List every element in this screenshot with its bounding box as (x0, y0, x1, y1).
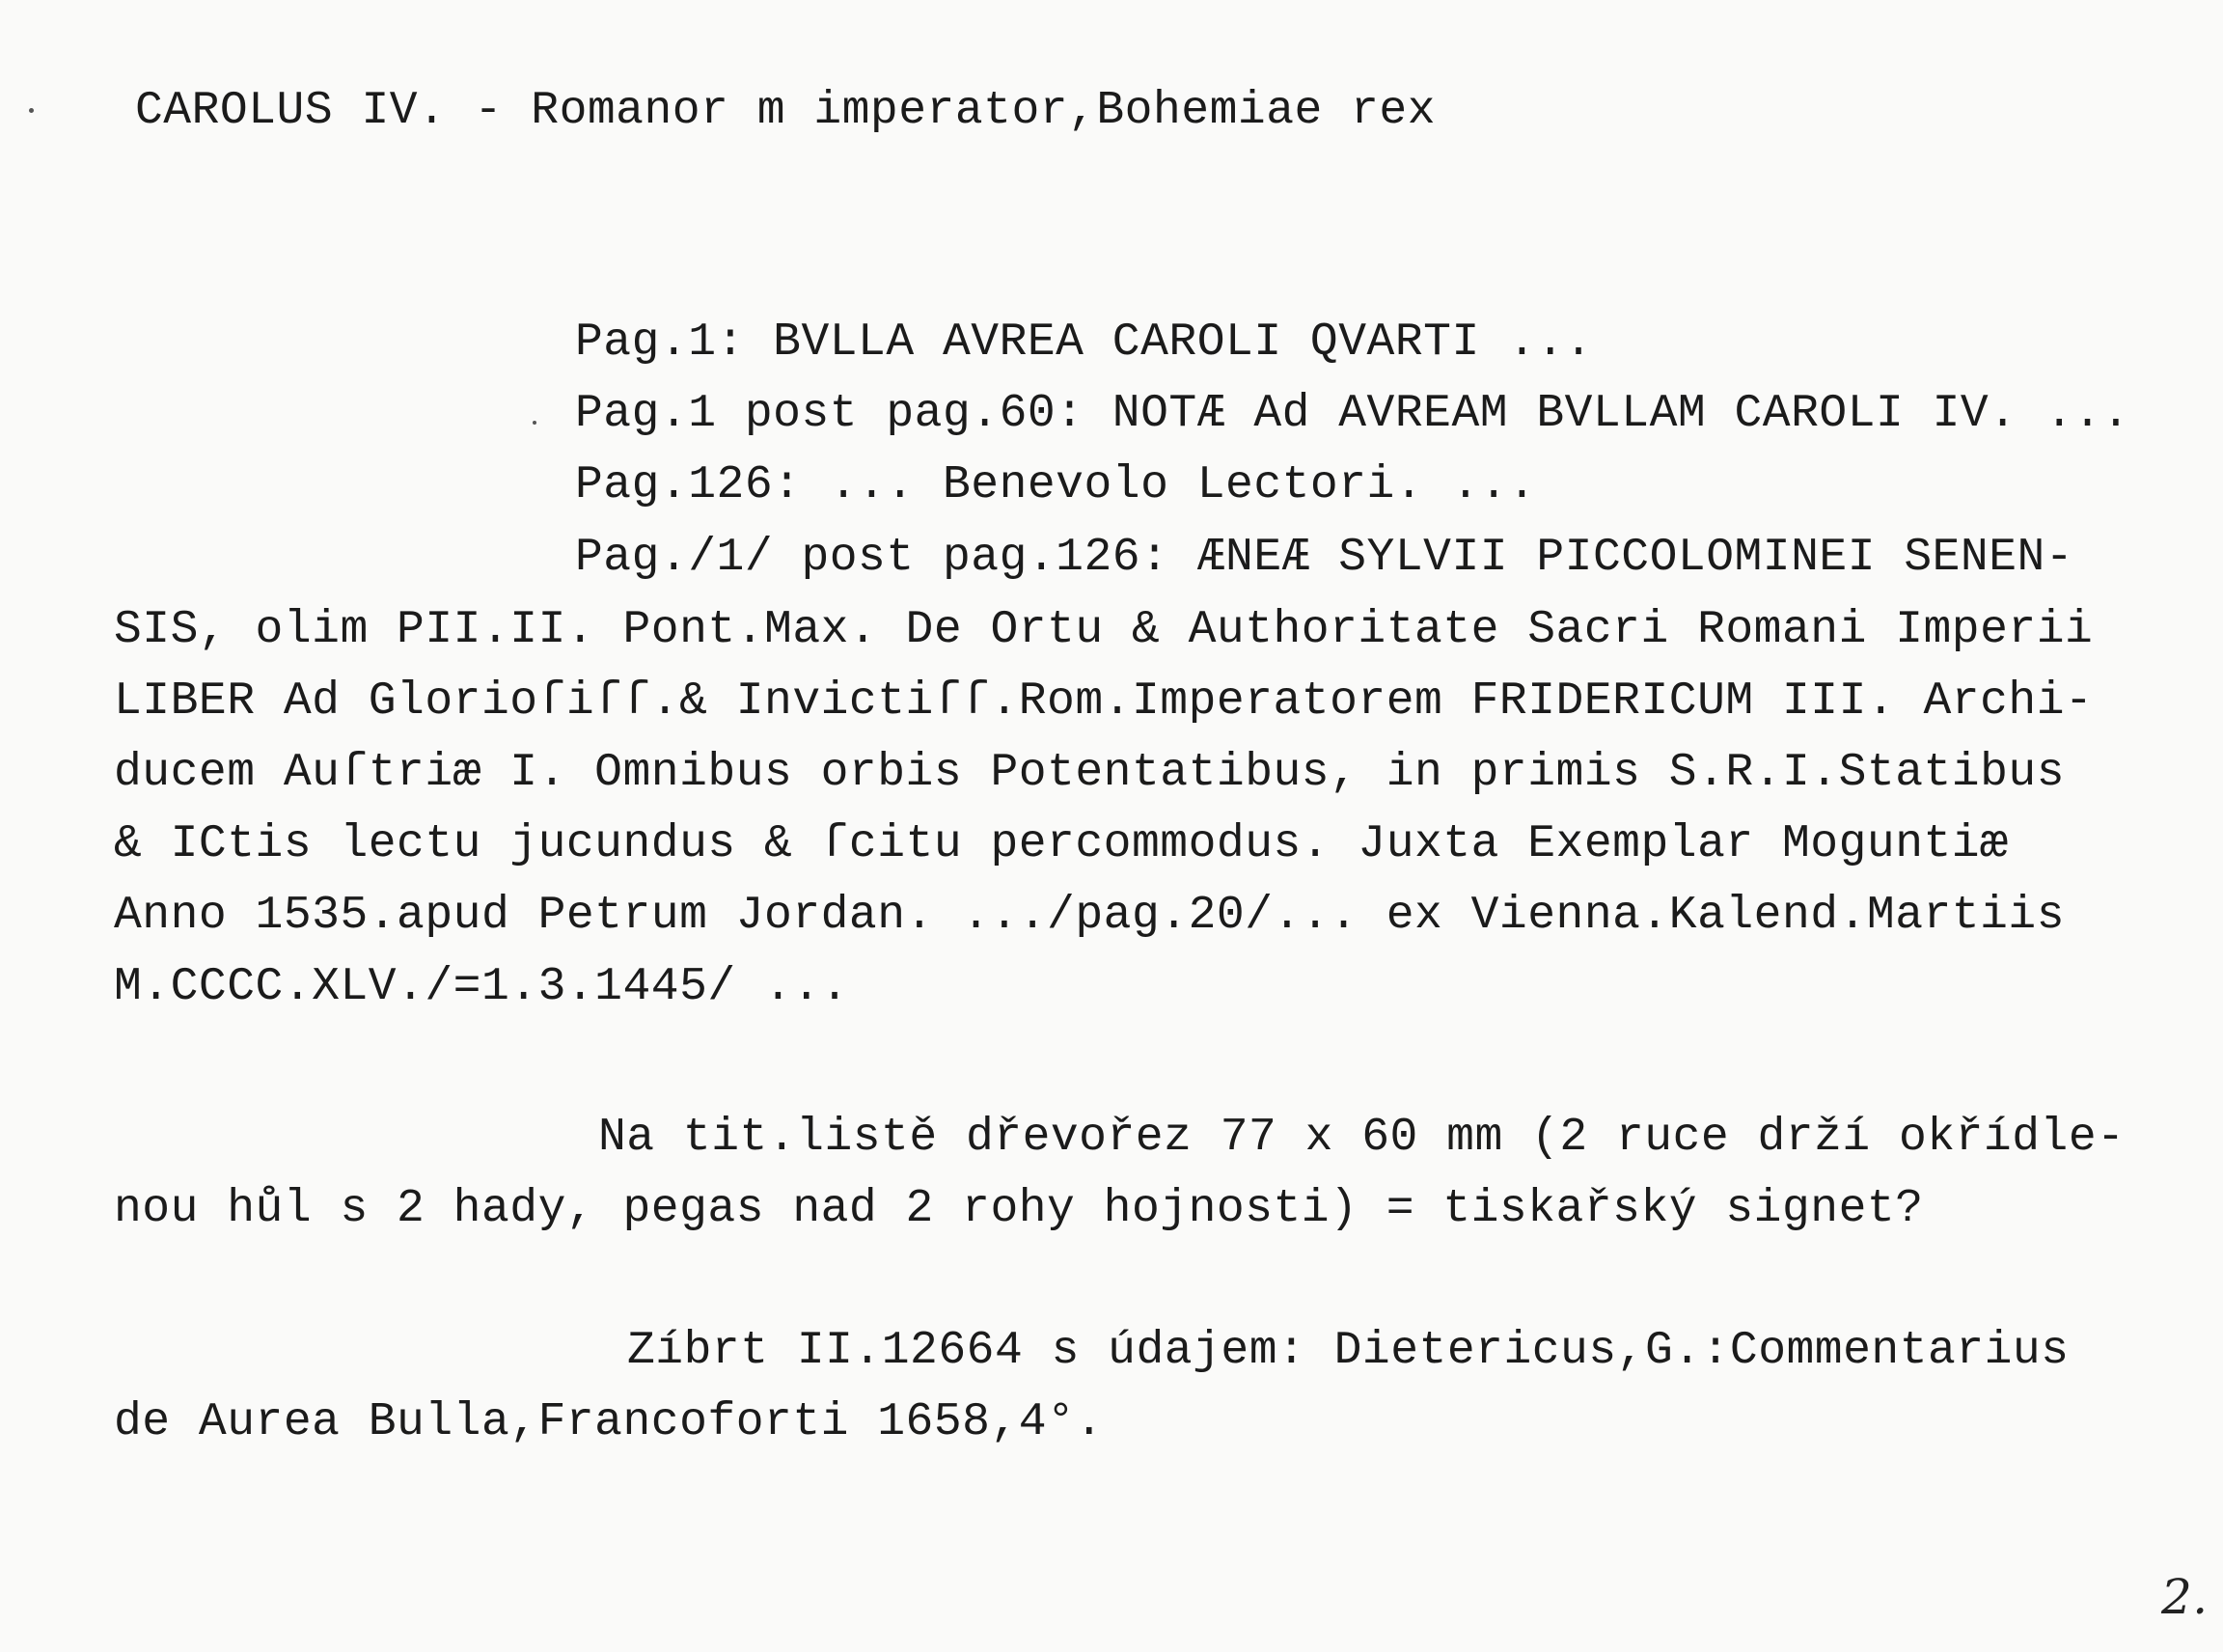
ink-speck (29, 108, 34, 113)
continuation-line: Anno 1535.apud Petrum Jordan. .../pag.20/... ex Vienna.Kalend.Martiis (114, 890, 2066, 942)
reference-line: de Aurea Bulla,Francoforti 1658,4°. (114, 1396, 1104, 1448)
entry-line: Pag.1 post pag.60: NOTÆ Ad AVREAM BVLLAM CAROLI IV. ... (575, 388, 2130, 440)
entry-line: Pag.1: BVLLA AVREA CAROLI QVARTI ... (575, 317, 1593, 369)
entry-line: Pag./1/ post pag.126: ÆNEÆ SYLVII PICCOLOMINEI SENEN- (575, 532, 2074, 584)
continuation-line: & ICtis lectu jucundus & ſcitu percommodus. Juxta Exemplar Moguntiæ (114, 818, 2009, 870)
card-heading: CAROLUS IV. - Romanor m imperator,Bohemiae rex (135, 85, 1437, 137)
ink-speck (533, 421, 536, 425)
continuation-line: SIS, olim PII.II. Pont.Max. De Ortu & Authoritate Sacri Romani Imperii (114, 604, 2094, 656)
continuation-line: ducem Auſtriæ I. Omnibus orbis Potentatibus, in primis S.R.I.Statibus (114, 747, 2066, 799)
note-line: nou hůl s 2 hady, pegas nad 2 rohy hojnosti) = tiskařský signet? (114, 1183, 1924, 1235)
continuation-line: M.CCCC.XLV./=1.3.1445/ ... (114, 961, 849, 1013)
entry-line: Pag.126: ... Benevolo Lectori. ... (575, 459, 1537, 511)
entry-continuation (114, 594, 2093, 1023)
note-line: Na tit.listě dřevořez 77 x 60 mm (2 ruce drží okřídle- (598, 1112, 2126, 1164)
page-number: 2. (2161, 1569, 2209, 1625)
reference-line: Zíbrt II.12664 s údajem: Dietericus,G.:Commentarius (627, 1325, 2070, 1377)
continuation-line: LIBER Ad Glorioſiſſ.& Invictiſſ.Rom.Imperatorem FRIDERICUM III. Archi- (114, 675, 2094, 728)
